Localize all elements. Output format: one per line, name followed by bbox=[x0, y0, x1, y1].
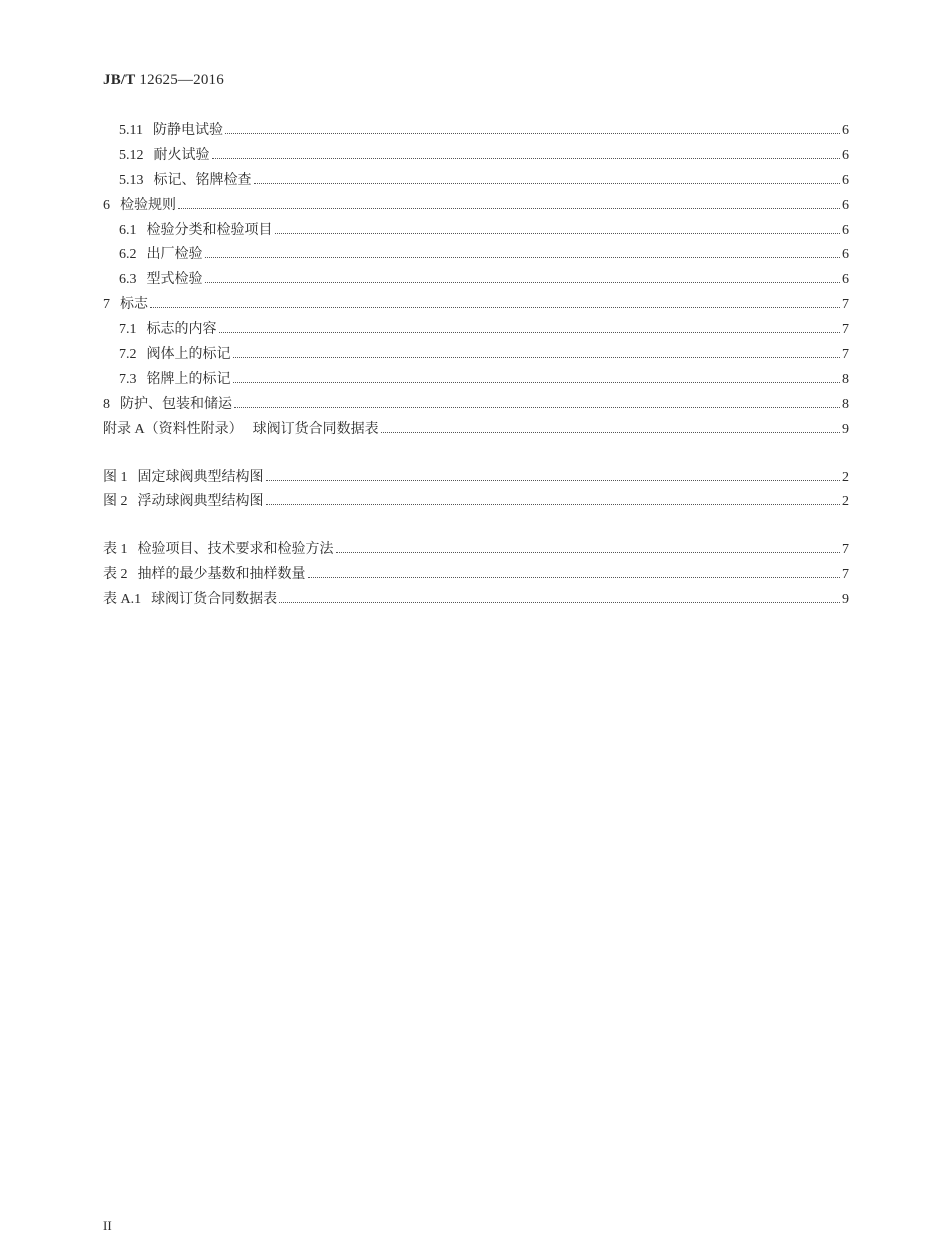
figure-entry-title: 固定球阀典型结构图 bbox=[137, 468, 264, 485]
toc-entry-title: 阀体上的标记 bbox=[146, 346, 231, 363]
figure-entry-number: 图 2 bbox=[103, 494, 128, 510]
figure-entry-page: 2 bbox=[842, 494, 849, 510]
toc-entry-number: 附录 A（资料性附录） bbox=[103, 421, 243, 437]
toc-entry-page: 8 bbox=[842, 371, 849, 387]
toc-entry-page: 6 bbox=[842, 123, 849, 138]
table-entry-page: 7 bbox=[842, 542, 849, 558]
table-entry-page: 9 bbox=[842, 592, 849, 608]
toc-entry-page: 8 bbox=[842, 396, 849, 412]
toc-entry-title: 球阀订货合同数据表 bbox=[252, 420, 379, 437]
toc-entry-title: 防静电试验 bbox=[152, 122, 223, 138]
toc-entry-title: 检验规则 bbox=[120, 196, 176, 213]
dot-leader bbox=[233, 357, 841, 358]
toc-entry[interactable] bbox=[103, 317, 849, 342]
toc-entry-number: 7.1 bbox=[119, 322, 137, 338]
toc-entry-title: 标志 bbox=[120, 296, 148, 313]
toc-entry-title: 检验分类和检验项目 bbox=[146, 221, 273, 238]
dot-leader bbox=[234, 407, 840, 408]
dot-leader bbox=[381, 432, 840, 433]
dot-leader bbox=[150, 307, 840, 308]
toc-entry-page: 9 bbox=[842, 421, 849, 437]
toc-entry[interactable] bbox=[103, 392, 849, 417]
table-entry[interactable] bbox=[103, 537, 849, 562]
toc-entry-number: 7.2 bbox=[119, 347, 137, 363]
toc-entry-title: 防护、包装和储运 bbox=[120, 395, 232, 412]
toc-entry-title: 铭牌上的标记 bbox=[146, 370, 231, 387]
table-entry-number: 表 1 bbox=[103, 542, 128, 558]
toc-entry-number: 6 bbox=[103, 197, 110, 213]
toc-entry-number: 7 bbox=[103, 297, 110, 313]
page-number: II bbox=[103, 1218, 112, 1233]
toc-entry[interactable] bbox=[103, 168, 849, 193]
figure-entry-title: 浮动球阀典型结构图 bbox=[137, 493, 264, 510]
dot-leader bbox=[308, 577, 841, 578]
dot-leader bbox=[266, 480, 841, 481]
document-code-header bbox=[103, 72, 224, 89]
standard-prefix: JB/T bbox=[103, 72, 136, 88]
toc-entry[interactable] bbox=[103, 193, 849, 218]
table-entry-page: 7 bbox=[842, 567, 849, 583]
toc-entry-page: 6 bbox=[842, 197, 849, 213]
toc-entry-page: 6 bbox=[842, 172, 849, 188]
toc-entry[interactable] bbox=[103, 342, 849, 367]
table-entry-number: 表 2 bbox=[103, 567, 128, 583]
dot-leader bbox=[225, 133, 840, 134]
toc-entry-number: 5.11 bbox=[119, 123, 143, 138]
dot-leader bbox=[178, 208, 840, 209]
toc-entry-title: 标志的内容 bbox=[146, 321, 217, 338]
toc-entry-number: 6.2 bbox=[119, 247, 137, 263]
toc-entry-title: 标记、铭牌检查 bbox=[153, 171, 252, 188]
toc-entry-number: 7.3 bbox=[119, 371, 137, 387]
toc-entry-number: 6.3 bbox=[119, 272, 137, 288]
toc-entry-page: 6 bbox=[842, 147, 849, 163]
dot-leader bbox=[219, 332, 841, 333]
dot-leader bbox=[212, 158, 841, 159]
dot-leader bbox=[205, 257, 841, 258]
toc-entry-number: 6.1 bbox=[119, 222, 137, 238]
toc-entry[interactable] bbox=[103, 367, 849, 392]
dot-leader bbox=[233, 382, 841, 383]
table-entry-number: 表 A.1 bbox=[103, 592, 142, 608]
dot-leader bbox=[266, 504, 841, 505]
toc-entry[interactable] bbox=[103, 267, 849, 292]
table-entry-title: 球阀订货合同数据表 bbox=[151, 591, 278, 608]
dot-leader bbox=[279, 602, 840, 603]
toc-entry-page: 7 bbox=[842, 322, 849, 338]
dot-leader bbox=[205, 282, 841, 283]
dot-leader bbox=[254, 183, 841, 184]
dot-leader bbox=[275, 233, 841, 234]
toc-entry-number: 5.12 bbox=[119, 147, 144, 163]
toc-entry[interactable] bbox=[103, 118, 849, 143]
toc-entry[interactable] bbox=[103, 143, 849, 168]
standard-number: 12625—2016 bbox=[135, 72, 224, 88]
toc-entry[interactable] bbox=[103, 218, 849, 243]
table-entry-title: 检验项目、技术要求和检验方法 bbox=[137, 541, 334, 558]
toc-entry-page: 7 bbox=[842, 347, 849, 363]
toc-entry-title: 出厂检验 bbox=[146, 246, 203, 263]
toc-entry-page: 6 bbox=[842, 222, 849, 238]
figure-entry[interactable] bbox=[103, 489, 849, 514]
figure-entry-page: 2 bbox=[842, 469, 849, 485]
table-entry-title: 抽样的最少基数和抽样数量 bbox=[137, 566, 306, 583]
toc-entry[interactable] bbox=[103, 292, 849, 317]
toc-entry-number: 8 bbox=[103, 396, 110, 412]
table-entry[interactable] bbox=[103, 587, 849, 612]
figure-entry-number: 图 1 bbox=[103, 469, 128, 485]
figure-entry[interactable] bbox=[103, 465, 849, 490]
toc-entry-title: 耐火试验 bbox=[153, 146, 210, 163]
dot-leader bbox=[336, 552, 841, 553]
toc-entry-title: 型式检验 bbox=[146, 271, 203, 288]
toc-entry-appendix[interactable] bbox=[103, 417, 849, 442]
toc-entry[interactable] bbox=[103, 242, 849, 267]
table-of-contents bbox=[103, 118, 849, 612]
table-entry[interactable] bbox=[103, 562, 849, 587]
toc-entry-page: 6 bbox=[842, 247, 849, 263]
toc-entry-number: 5.13 bbox=[119, 172, 144, 188]
toc-entry-page: 6 bbox=[842, 272, 849, 288]
toc-entry-page: 7 bbox=[842, 297, 849, 313]
